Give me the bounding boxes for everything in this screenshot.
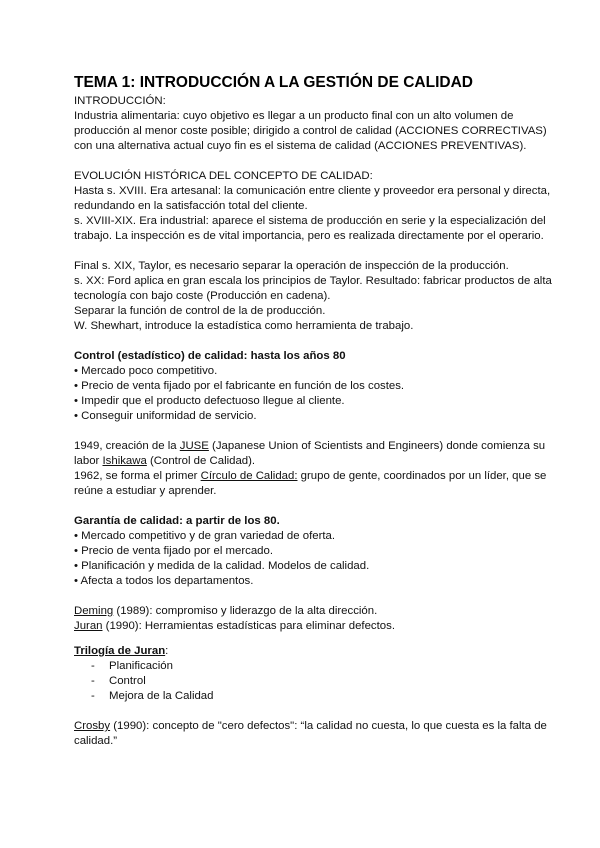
intro-heading: INTRODUCCIÓN:: [74, 95, 166, 107]
intro-text: Industria alimentaria: cuyo objetivo es llegar a un producto final con un alto volumen de producción al menor coste posible; dirigido a control de calidad (ACCIONES CORRECTIVAS) con una alternativa actual cuyo fin es el sistema de calidad (ACCIONES PREVENTIVAS).: [74, 110, 547, 152]
trilogia-list: [74, 659, 552, 704]
circulo-link[interactable]: Círculo de Calidad:: [200, 470, 298, 482]
control-heading: Control (estadístico) de calidad: hasta los años 80: [74, 350, 346, 362]
circulo-paragraph: [74, 469, 552, 499]
circulo-post: grupo de gente, coordinados por un líder, que se reúne a estudiar y aprender.: [74, 470, 547, 497]
control-list: [74, 364, 552, 424]
juse-end: (Control de Calidad).: [146, 455, 256, 467]
deming-line: [74, 604, 552, 619]
juran-text: (1990): Herramientas estadísticas para eliminar defectos.: [102, 620, 395, 632]
deming-text: (1989): compromiso y liderazgo de la alta dirección.: [113, 605, 378, 617]
garantia-list: [74, 529, 552, 589]
list-item: • Planificación y medida de la calidad. Modelos de calidad.: [74, 560, 370, 572]
list-item: • Precio de venta fijado por el mercado.: [74, 545, 274, 557]
trilogia-colon: :: [165, 645, 169, 657]
evolucion-heading: EVOLUCIÓN HISTÓRICA DEL CONCEPTO DE CALIDAD:: [74, 170, 373, 182]
trilogia-heading: [74, 644, 552, 659]
list-item: • Impedir que el producto defectuoso llegue al cliente.: [74, 395, 345, 407]
juse-paragraph: [74, 439, 552, 469]
list-item: • Mercado poco competitivo.: [74, 365, 218, 377]
list-item: - Mejora de la Calidad: [91, 689, 552, 704]
juran-line: [74, 619, 552, 634]
ishikawa-link[interactable]: Ishikawa: [102, 455, 147, 467]
evolucion-p2: s. XVIII-XIX. Era industrial: aparece el sistema de producción en serie y la especialización del trabajo. La inspección es de vital importancia, pero es realizada directamente por el operario.: [74, 215, 546, 242]
list-item: • Precio de venta fijado por el fabricante en función de los costes.: [74, 380, 405, 392]
trilogia-title: Trilogía de Juran: [74, 645, 166, 657]
list-item: • Afecta a todos los departamentos.: [74, 575, 254, 587]
circulo-pre: 1962, se forma el primer: [74, 470, 201, 482]
crosby-link[interactable]: Crosby: [74, 720, 111, 732]
crosby-text: (1990): concepto de "cero defectos": “la calidad no cuesta, lo que cuesta es la falta de calidad.”: [74, 720, 547, 747]
juse-link[interactable]: JUSE: [179, 440, 209, 452]
juran-link[interactable]: Juran: [74, 620, 103, 632]
page-title: TEMA 1: INTRODUCCIÓN A LA GESTIÓN DE CALIDAD: [74, 74, 473, 91]
crosby-paragraph: [74, 719, 552, 749]
list-item: - Control: [91, 674, 552, 689]
deming-link[interactable]: Deming: [74, 605, 114, 617]
evolucion-p1: Hasta s. XVIII. Era artesanal: la comunicación entre cliente y proveedor era personal y directa, redundando en la satisfacción total del cliente.: [74, 185, 551, 212]
evolucion-p6: W. Shewhart, introduce la estadística como herramienta de trabajo.: [74, 320, 414, 332]
list-item: • Conseguir uniformidad de servicio.: [74, 410, 257, 422]
garantia-heading: Garantía de calidad: a partir de los 80.: [74, 515, 280, 527]
juse-year: 1949, creación de la: [74, 440, 180, 452]
list-item: • Mercado competitivo y de gran variedad de oferta.: [74, 530, 336, 542]
evolucion-p4: s. XX: Ford aplica en gran escala los principios de Taylor. Resultado: fabricar productos de alta tecnología con bajo coste (Producción en cadena).: [74, 275, 552, 302]
evolucion-p5: Separar la función de control de la de producción.: [74, 305, 326, 317]
juse-mid: (Japanese Union of Scientists and Engineers) donde comienza su labor: [74, 440, 546, 467]
evolucion-p3: Final s. XIX, Taylor, es necesario separar la operación de inspección de la producción.: [74, 260, 509, 272]
list-item: - Planificación: [91, 659, 552, 674]
